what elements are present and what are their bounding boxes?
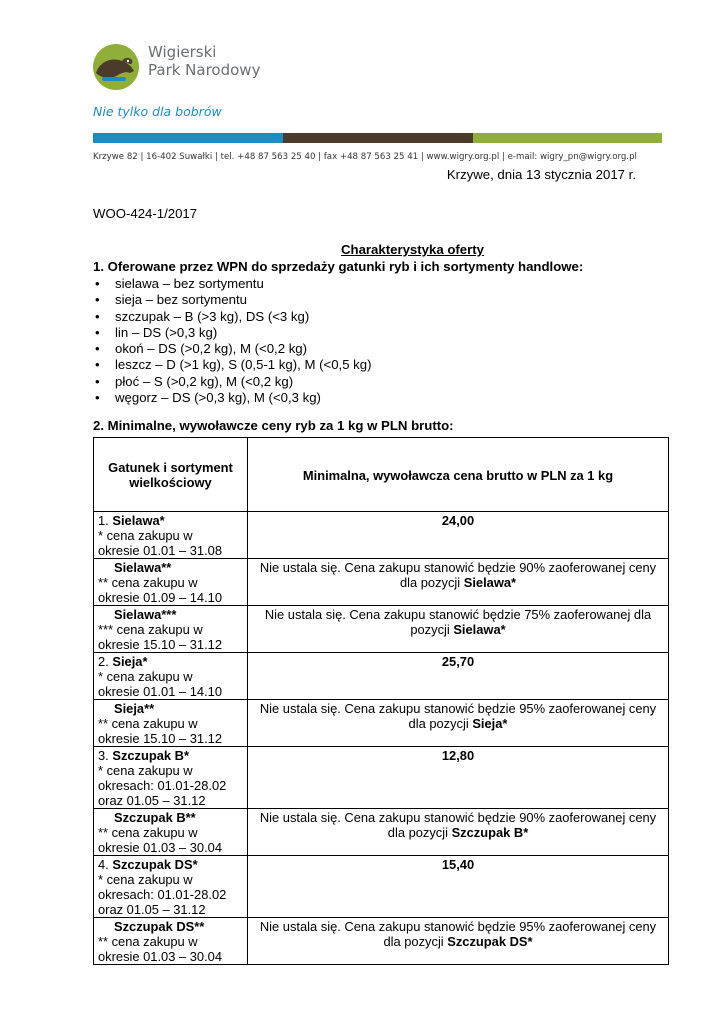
species-cell — [94, 559, 248, 606]
species-name-line — [98, 810, 243, 825]
price-rule-reference: Sieja* — [472, 716, 508, 731]
purchase-period-note: okresie 15.10 – 31.12 — [98, 637, 222, 652]
price-rule-reference: Szczupak B* — [451, 825, 529, 840]
species-item: • szczupak – B (>3 kg), DS (<3 kg) — [93, 309, 653, 325]
purchase-period-note: * cena zakupu w — [98, 528, 193, 543]
price-value: 24,00 — [441, 513, 475, 528]
org-name-line2: Park Narodowy — [148, 61, 261, 79]
title-text: Charakterystyka oferty — [341, 242, 484, 257]
species-name: Szczupak DS* — [112, 857, 198, 872]
species-name: Sielawa** — [114, 560, 172, 575]
price-cell — [248, 918, 669, 965]
price-rule-reference: Sielawa* — [463, 575, 517, 590]
table-row — [94, 856, 669, 918]
org-name — [148, 43, 260, 79]
beaver-logo-icon — [92, 43, 140, 91]
table-row — [94, 918, 669, 965]
price-rule-text: Nie ustala się. Cena zakupu stanowić będzie 75% zaoferowanej dla pozycji — [264, 607, 652, 637]
price-rule-text: Nie ustala się. Cena zakupu stanowić będzie 95% zaoferowanej ceny dla pozycji — [259, 701, 657, 731]
purchase-period-note: okresie 15.10 – 31.12 — [98, 731, 222, 746]
price-value: 25,70 — [441, 654, 475, 669]
species-cell — [94, 700, 248, 747]
species-item: • sielawa – bez sortymentu — [93, 276, 653, 292]
purchase-period-note: * cena zakupu w — [98, 872, 193, 887]
contact-line: Krzywe 82 | 16-402 Suwałki | tel. +48 87 563 25 40 | fax +48 87 563 25 41 | www.wigry.org.pl | e-mail: wigry_pn@wigry.org.pl — [93, 152, 637, 162]
species-name-line — [98, 513, 243, 528]
species-name-line — [98, 857, 243, 872]
purchase-period-note: okresach: 01.01-28.02 — [98, 887, 227, 902]
section-2-heading: 2. Minimalne, wywoławcze ceny ryb za 1 kg w PLN brutto: — [93, 418, 454, 433]
species-cell — [94, 606, 248, 653]
document-title — [93, 242, 725, 258]
price-cell — [248, 512, 669, 559]
price-cell — [248, 856, 669, 918]
row-number: 3. — [98, 748, 113, 763]
species-name: Szczupak B* — [112, 748, 189, 763]
purchase-period-note: * cena zakupu w — [98, 669, 193, 684]
table-row — [94, 809, 669, 856]
species-item: • węgorz – DS (>0,3 kg), M (<0,3 kg) — [93, 390, 653, 406]
price-cell — [248, 606, 669, 653]
price-value: 12,80 — [441, 748, 475, 763]
species-cell — [94, 747, 248, 809]
purchase-period-note: ** cena zakupu w — [98, 825, 198, 840]
species-name: Sieja** — [114, 701, 155, 716]
species-item: • okoń – DS (>0,2 kg), M (<0,2 kg) — [93, 341, 653, 357]
price-cell — [248, 809, 669, 856]
purchase-period-note: okresie 01.01 – 14.10 — [98, 684, 222, 699]
table-row — [94, 700, 669, 747]
species-name: Szczupak B** — [114, 810, 196, 825]
species-item: • sieja – bez sortymentu — [93, 292, 653, 308]
species-item: • lin – DS (>0,3 kg) — [93, 325, 653, 341]
purchase-period-note: oraz 01.05 – 31.12 — [98, 793, 206, 808]
species-name: Sieja* — [112, 654, 148, 669]
price-table-wrap — [93, 437, 669, 965]
species-list — [93, 276, 653, 406]
purchase-period-note: okresie 01.03 – 30.04 — [98, 840, 222, 855]
purchase-period-note: okresie 01.01 – 31.08 — [98, 543, 222, 558]
color-bar-blue — [93, 133, 283, 143]
purchase-period-note: oraz 01.05 – 31.12 — [98, 902, 206, 917]
price-rule-text: Nie ustala się. Cena zakupu stanowić będzie 90% zaoferowanej ceny dla pozycji — [259, 810, 657, 840]
row-number: 2. — [98, 654, 113, 669]
park-logo — [92, 43, 140, 91]
species-cell — [94, 856, 248, 918]
col-header-price: Minimalna, wywoławcza cena brutto w PLN za 1 kg — [248, 438, 669, 512]
price-cell — [248, 747, 669, 809]
purchase-period-note: okresach: 01.01-28.02 — [98, 778, 227, 793]
species-name-line — [98, 919, 243, 934]
table-row — [94, 606, 669, 653]
species-name: Szczupak DS** — [114, 919, 205, 934]
price-table — [93, 437, 669, 965]
species-name-line — [98, 607, 243, 622]
price-rule-reference: Sielawa* — [453, 622, 506, 637]
species-name: Sielawa*** — [114, 607, 177, 622]
species-name-line — [98, 748, 243, 763]
species-cell — [94, 809, 248, 856]
color-bar-brown — [283, 133, 473, 143]
price-rule-text: Nie ustala się. Cena zakupu stanowić będzie 90% zaoferowanej ceny dla pozycji — [259, 560, 657, 590]
species-item: • leszcz – D (>1 kg), S (0,5-1 kg), M (<0,5 kg) — [93, 357, 653, 373]
price-cell — [248, 653, 669, 700]
purchase-period-note: ** cena zakupu w — [98, 575, 198, 590]
species-cell — [94, 653, 248, 700]
species-name-line — [98, 560, 243, 575]
col-header-species: Gatunek i sortyment wielkościowy — [94, 438, 248, 512]
motto: Nie tylko dla bobrów — [93, 104, 222, 119]
species-cell — [94, 918, 248, 965]
purchase-period-note: okresie 01.09 – 14.10 — [98, 590, 222, 605]
table-row — [94, 653, 669, 700]
place-date: Krzywe, dnia 13 stycznia 2017 r. — [446, 167, 636, 182]
table-row — [94, 559, 669, 606]
price-cell — [248, 559, 669, 606]
org-name-line1: Wigierski — [148, 43, 217, 61]
species-name-line — [98, 701, 243, 716]
price-value: 15,40 — [441, 857, 475, 872]
purchase-period-note: * cena zakupu w — [98, 763, 193, 778]
species-item: • płoć – S (>0,2 kg), M (<0,2 kg) — [93, 374, 653, 390]
purchase-period-note: okresie 01.03 – 30.04 — [98, 949, 222, 964]
price-rule-text: Nie ustala się. Cena zakupu stanowić będzie 95% zaoferowanej ceny dla pozycji — [259, 919, 657, 949]
purchase-period-note: ** cena zakupu w — [98, 934, 198, 949]
table-header-row — [94, 438, 669, 512]
color-bar-green — [473, 133, 662, 143]
row-number: 4. — [98, 857, 113, 872]
row-number: 1. — [98, 513, 113, 528]
table-row — [94, 747, 669, 809]
price-rule-reference: Szczupak DS* — [447, 934, 533, 949]
table-row — [94, 512, 669, 559]
purchase-period-note: ** cena zakupu w — [98, 716, 198, 731]
species-cell — [94, 512, 248, 559]
species-name-line — [98, 654, 243, 669]
species-name: Sielawa* — [112, 513, 165, 528]
reference-number: WOO-424-1/2017 — [93, 206, 198, 221]
price-cell — [248, 700, 669, 747]
section-1-heading: 1. Oferowane przez WPN do sprzedaży gatunki ryb i ich sortymenty handlowe: — [93, 259, 584, 274]
purchase-period-note: *** cena zakupu w — [98, 622, 203, 637]
